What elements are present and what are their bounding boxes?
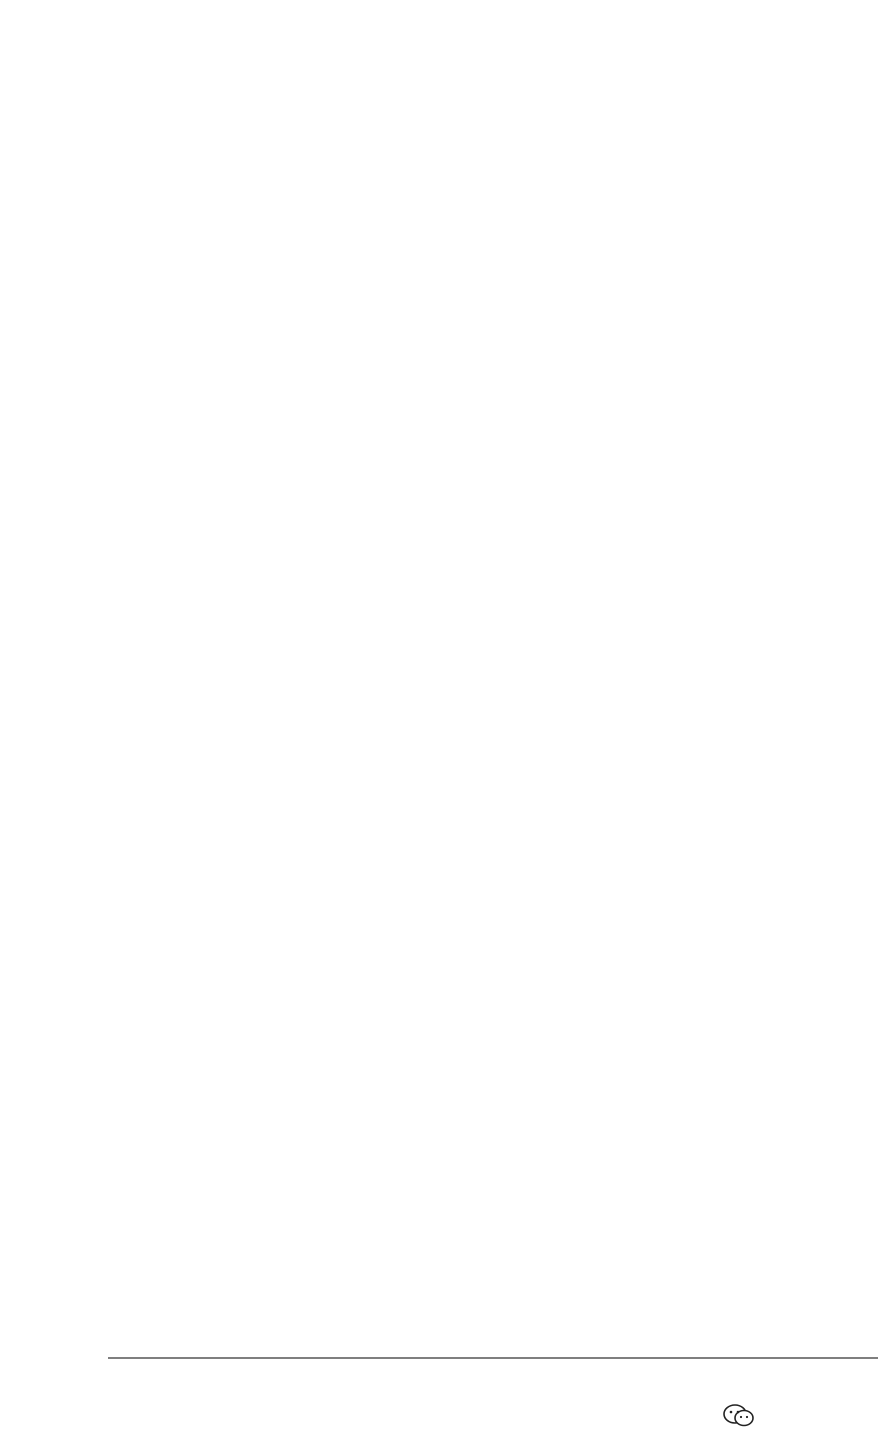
wechat-icon [722, 1403, 756, 1429]
watermark [722, 1398, 762, 1434]
